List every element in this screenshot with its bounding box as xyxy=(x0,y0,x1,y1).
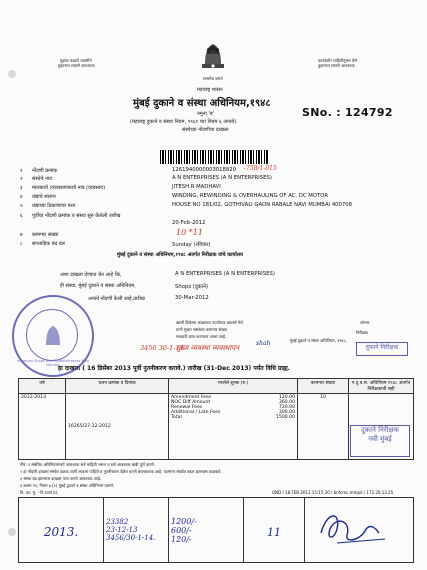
employer-name: JITESH R MADHAVI xyxy=(172,184,221,190)
commencement-date: 20-Feb-2012 xyxy=(172,220,206,226)
gov-heading: महाराष्ट्र शासन xyxy=(197,87,223,93)
fees-inspector-sign xyxy=(349,394,414,460)
renewal-inspector-sign xyxy=(305,498,414,563)
emblem-icon xyxy=(196,38,230,74)
fee-amount: 300.00 xyxy=(278,410,295,415)
establishment-name: A N ENTERPRISES (A N ENTERPRISES) xyxy=(172,175,272,181)
signature-icon xyxy=(307,503,397,553)
fees-header-row xyxy=(19,379,414,394)
right-note-3: मुंबई दुकाने व संस्था अधिनियम, १९४८, xyxy=(290,338,347,343)
right-note-1: शोभार xyxy=(360,320,370,325)
row-number: ३ xyxy=(20,185,23,191)
row-number: ४ xyxy=(20,194,23,200)
renewal-workers-text: 11 xyxy=(267,525,281,539)
renewal-workers xyxy=(244,498,305,563)
serial-number-value: 124792 xyxy=(345,106,393,119)
right-note-2: निरीक्षक xyxy=(356,330,368,335)
fees-year: 2012-2013 xyxy=(19,394,66,460)
business-address: HOUSE NO 181/02, GOTHIVALI GAON RABALE NAVI MUMBAI 400708 xyxy=(172,202,353,208)
renewal-table xyxy=(18,497,414,563)
page-title: मुंबई दुकाने व संस्था अधिनियम,१९४८ xyxy=(133,98,271,109)
validity-line: हा दाखला ( 16 डिसेंबर 2013 पूर्वी नुतनीकरण करावे.) तारीख (31-Dec 2013) पर्यंत विधि ग्राह्य. xyxy=(58,365,290,372)
fee-name: Renewal Fees xyxy=(171,405,203,410)
col-challan: चलन क्रमांक व दिनांक xyxy=(66,379,169,394)
row-label: कामगार संख्या xyxy=(32,232,59,238)
row-label: साप्ताहिक बंद वार xyxy=(32,241,65,247)
right-caption-1: कायदेशीर माहितीनुसार देणे xyxy=(318,58,358,63)
cert-para-2: यांनी सुधार संस्थेच्या कामगार संख्या xyxy=(176,327,228,332)
cert-line3-label: अन्वये नोंदणी केली आहे,तारीख xyxy=(88,296,145,302)
fee-amount: 720.00 xyxy=(278,405,295,410)
form-label: नमुना 'ब' xyxy=(197,111,215,117)
cert-line2-value: Shops (दुकाने) xyxy=(175,284,209,290)
fees-data-row xyxy=(19,394,414,460)
rect-stamp-line-1: दुकाने निरीक्षक xyxy=(361,426,399,434)
note-3: ३ संस्था बंद झाल्यास दाखला परत करणे आवश्यक आहे. xyxy=(20,476,102,481)
weekly-holiday: Sunday (रविवार) xyxy=(172,242,211,248)
handwritten-amend-note: 3456 30-1-14 xyxy=(140,344,184,352)
barcode xyxy=(160,150,268,164)
row-number: ८ xyxy=(20,241,23,247)
note-1: टीप: १ संबंधित अधिनियमांन्वये आवश्यक सर्व माहिती भरून व सर्व आवश्यक बाबी पूर्ण करणे. xyxy=(20,462,155,467)
renewal-fee-3: 120/- xyxy=(171,534,192,544)
inspector-round-stamp xyxy=(12,295,94,377)
renewal-challan xyxy=(104,498,169,563)
rect-stamp-line-2: नवी मुंबई xyxy=(368,435,392,443)
row-number: २ xyxy=(20,176,23,182)
handwritten-amend-text: मुख्य व्यवस्था व्यवस्थापन xyxy=(176,344,240,352)
certificate-subtitle: संस्थेच्या नोंदणीचा दाखला xyxy=(182,127,229,133)
right-caption-2: दुकानात लावणे आवश्यक xyxy=(318,63,355,68)
renewal-fee-1: 1200/- xyxy=(171,516,197,526)
renewal-challan-1: 23382 xyxy=(106,518,129,526)
inspector-rect-stamp-top xyxy=(356,342,408,356)
renewal-year xyxy=(19,498,104,563)
cert-line1-value: A N ENTERPRISES (A N ENTERPRISES) xyxy=(175,271,275,277)
fee-name: NOC Diff Amount xyxy=(171,400,211,405)
col-fees: भरलेले शुल्क (रु.) xyxy=(169,379,298,394)
cert-para-1: खाली दिलेल्या काळाच्या उपयोगात बदलले गेले xyxy=(176,320,243,325)
footer-meta: OND / 18 FEB 2013 15:15:30 / bnfcmc.mmpd / 172.20.13.25 xyxy=(272,490,394,495)
registration-number: 1261940000003018820 xyxy=(172,167,237,173)
renewal-year-text: 2013. xyxy=(43,524,79,539)
fee-amount: 120.00 xyxy=(278,395,295,400)
col-inspector-sign: न.दु.व.सं. अधिनियम १९४८ अंतर्गत निरीक्षकाची सही xyxy=(349,379,414,394)
place-date: ठि. का. मुं. - ठि (वाय प्र). xyxy=(20,490,59,495)
fee-amount: 1500.00 xyxy=(276,415,295,420)
renewal-fee-2: 600/- xyxy=(171,525,192,535)
col-workers: कामगार संख्या xyxy=(298,379,349,394)
left-caption-2: दुकानात लावणे आवश्यक xyxy=(58,63,95,68)
cert-para-3: सरकारी काम करण्यात आला आहे. xyxy=(176,334,227,339)
punch-hole xyxy=(8,528,16,536)
fee-name: Amendment Fees xyxy=(171,395,212,400)
cert-line2-label: ही संस्था, मुंबई दुकाने व संस्था अधिनियम, xyxy=(60,283,136,289)
row-number: १ xyxy=(20,168,23,174)
col-year: वर्ष xyxy=(19,379,66,394)
note-2: २ हा नोंदणी दाखला संस्थेत ठळक जागी लावला पाहिजे व नुतनीकरण वेळेत करणे बंधनकारक आहे. कामगार संख्येत बदल झाल्यास कळवावे. xyxy=(20,469,222,474)
row-number: ६ xyxy=(20,213,23,219)
handwritten-workers: 10 *11 xyxy=(176,228,203,237)
row-label: पूर्वीचा नोंदणी क्रमांक व संस्था सुरु केलेली तारीख xyxy=(32,213,121,219)
fees-challan: 16265/27-12-2012 xyxy=(66,394,169,460)
rect-stamp-top-text: दुकाने निरीक्षक xyxy=(365,344,399,351)
fee-name: Additional / Late Fees xyxy=(171,410,221,415)
renewal-challan-3: 3456/30-1-14. xyxy=(106,534,156,542)
row-number: ५ xyxy=(20,203,23,209)
handwritten-sign-small: shah xyxy=(256,340,271,347)
fee-line xyxy=(171,415,295,420)
fee-amount: 360.00 xyxy=(278,400,295,405)
note-4: ४ कलम ११, नियम ७ (२) मुंबई दुकाने व संस्था अधिनियम प्रमाणे. xyxy=(20,483,115,488)
business-nature: WINDING, REWINDING & OVERHAULING OF AC, DC MOTOR xyxy=(172,193,329,199)
cert-line1-label: अशा दाखला देण्यात येत आहे कि, xyxy=(60,272,122,278)
punch-hole xyxy=(8,70,16,78)
fees-workers: 10 xyxy=(298,394,349,460)
serial-number-label: SNo. : xyxy=(302,106,341,119)
emblem-icon xyxy=(42,323,64,349)
act-office-line: मुंबई दुकाने व संस्था अधिनियम,१९४८ अंतर्गत निरीक्षक यांचे कार्यालय xyxy=(117,252,243,258)
renewal-row xyxy=(19,498,414,563)
renewal-fees xyxy=(169,498,244,563)
left-caption-1: मुद्रांक फाडणे व्यक्तीने xyxy=(60,58,92,63)
cert-line3-value: 30-Mar-2012 xyxy=(175,295,209,301)
emblem-caption: सत्यमेव जयते xyxy=(203,76,223,81)
renewal-challan-2: 23-12-13 xyxy=(106,526,138,534)
row-label: धंद्याचे स्वरूप xyxy=(32,194,56,200)
round-stamp-text: Inspector Shops and Establishments Navi Mumbai xyxy=(16,359,90,367)
fee-name: Total xyxy=(171,415,182,420)
row-label: संस्थेचे नाव xyxy=(32,176,53,182)
row-label: धंद्याच्या ठिकाणाचा पत्ता xyxy=(32,203,76,209)
fees-breakdown xyxy=(169,394,298,460)
row-number: ७ xyxy=(20,232,23,238)
handwritten-reg-suffix: -758/1-015 xyxy=(244,165,277,172)
rules-subtitle: (महाराष्ट्र दुकाने व संस्था नियम, १९६१ च्या नियम ६ अन्वये) xyxy=(130,119,237,125)
row-label: मालकाचे /व्यवस्थापकाचे नाव (व्यवसाय) xyxy=(32,185,106,191)
serial-number xyxy=(302,106,393,119)
row-label: नोंदणी क्रमांक xyxy=(32,168,58,174)
fees-table xyxy=(18,378,414,460)
